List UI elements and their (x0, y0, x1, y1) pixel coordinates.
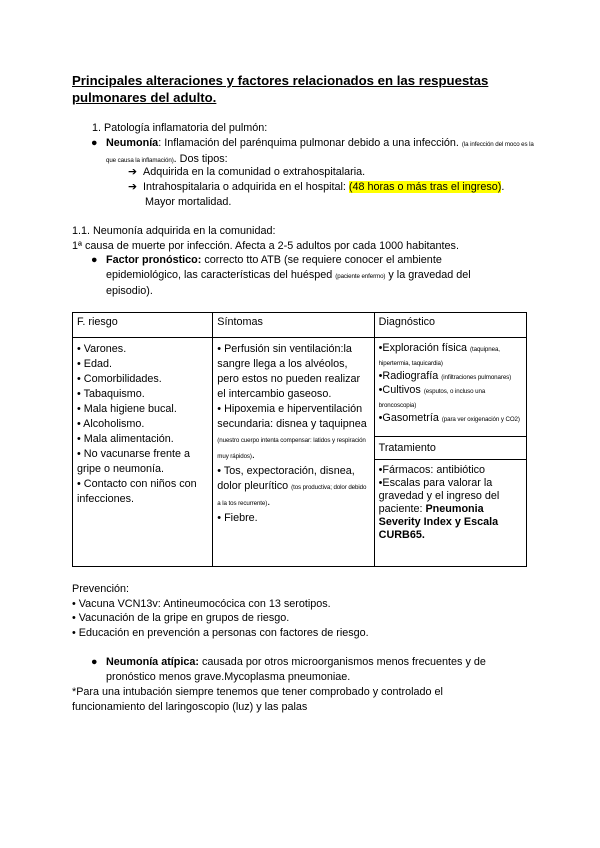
diagnostico-3 (379, 384, 522, 412)
factor-line-1: correcto tto ATB (se requiere conocer el ambiente (201, 254, 442, 266)
sintoma-2 (217, 402, 369, 464)
sintoma-4: • Fiebre. (217, 512, 258, 524)
diagnostico-2 (379, 370, 522, 384)
neumonia-sub-2-highlight: (48 horas o más tras el ingreso) (348, 181, 502, 193)
factor-line-2-post: y la gravedad del (385, 269, 471, 281)
diagnostico-2-small: (infiltraciones pulmonares) (441, 374, 512, 381)
riesgo-item: • No vacunarse frente a gripe o neumonía. (77, 448, 191, 475)
pneumonia-table (72, 312, 527, 567)
atipica-label: Neumonía atípica: (106, 656, 199, 668)
arrow-icon: ➔ (128, 166, 138, 178)
riesgo-cell (73, 338, 213, 567)
sintoma-3-text: • Tos, expectoración, disnea, dolor pleurítico (217, 465, 355, 492)
riesgo-item: • Contacto con niños con infecciones. (77, 478, 197, 505)
prevencion-item: • Educación en prevención a personas con factores de riesgo. (72, 627, 369, 639)
factor-label: Factor pronóstico: (106, 254, 202, 266)
sintoma-2-small: (nuestro cuerpo intenta compensar: latidos y respiración muy rápidos) (217, 437, 366, 460)
factor-line-3: episodio). (106, 285, 153, 297)
diagnostico-1-text: •Exploración física (378, 342, 468, 354)
sintoma-3-end: . (267, 496, 271, 508)
diagnostico-3-small: (esputos, o incluso una broncoscopia) (378, 388, 486, 409)
tratamiento-1: •Fármacos: antibiótico (378, 464, 486, 476)
neumonia-small-note: (la infección del moco es la que causa la inflamación) (106, 141, 534, 164)
factor-line-2-pre: epidemiológico, las características del huésped (106, 269, 336, 281)
neumonia-bullet: ● Neumonía: Inflamación del parénquima pulmonar debido a una infección. (la infección del moco es la que causa la inflamación). Dos tipos: (91, 137, 534, 165)
atipica-bullet: ● Neumonía atípica: causada por otros microorganismos menos frecuentes y de pronóstico menos grave.Mycoplasma pneumoniae. (94, 655, 534, 685)
neumonia-sub-2-line-2: Mayor mortalidad. (145, 196, 232, 208)
riesgo-item: • Alcoholismo. (77, 418, 145, 430)
prevencion-item: • Vacuna VCN13v: Antineumocócica con 13 serotipos. (72, 598, 331, 610)
riesgo-item: • Comorbilidades. (77, 373, 162, 385)
factor-line-2-small: (paciente enfermo) (335, 273, 386, 280)
neumonia-sub-2 (128, 180, 528, 195)
neumonia-label: Neumonía (106, 137, 159, 149)
atipica-line-2: pronóstico menos grave.Mycoplasma pneumoniae. (106, 671, 351, 683)
list-item-1: 1. Patología inflamatoria del pulmón: (92, 122, 268, 134)
neumonia-text: : Inflamación del parénquima pulmonar debido a una infección. (158, 137, 459, 149)
diagnostico-1 (379, 342, 522, 370)
neumonia-tail: . Dos tipos: (173, 153, 228, 165)
intubacion-line-2: funcionamiento del laringoscopio (luz) y las palas (72, 701, 308, 713)
factor-bullet: ● Factor pronóstico: correcto tto ATB (se requiere conocer el ambiente epidemiológico, las características del huésped (paciente enfermo) y la gravedad del episodio). (94, 253, 534, 299)
diagnostico-4-text: •Gasometría (378, 412, 439, 424)
diagnostico-3-text: •Cultivos (378, 384, 421, 396)
riesgo-item: • Edad. (77, 358, 112, 370)
sintoma-1: • Perfusión sin ventilación:la sangre llega a los alvéolos, pero estos no pueden realizar el intercambio gaseoso. (217, 343, 361, 400)
diagnostico-1-small: (taquipnea, hipertermia, taquicardia) (378, 346, 500, 367)
prevencion-title: Prevención: (72, 583, 130, 595)
tratamiento-cell (374, 460, 526, 567)
neumonia-sub-1-text: Adquirida en la comunidad o extrahospitalaria. (143, 166, 366, 178)
table-header-sintomas: Síntomas (213, 313, 374, 338)
table-header-diagnostico: Diagnóstico (374, 313, 526, 338)
tratamiento-2-text: •Escalas para valorar la gravedad y el ingreso del paciente: (378, 477, 500, 515)
sintoma-3-small: (tos productiva; dolor debido a la tos recurrente) (217, 484, 367, 507)
section-1-1: 1.1. Neumonía adquirida en la comunidad: (72, 225, 276, 237)
neumonia-sub-1 (128, 165, 365, 180)
tratamiento-2 (379, 477, 522, 542)
sintoma-3 (217, 464, 369, 511)
intubacion-line-1: *Para una intubación siempre tenemos que tener comprobado y controlado el (72, 686, 443, 698)
neumonia-sub-2-post: . (501, 181, 505, 193)
page-title: Principales alteraciones y factores relacionados en las respuestas pulmonares del adulto. (72, 73, 489, 105)
riesgo-item: • Varones. (77, 343, 127, 355)
riesgo-item: • Mala alimentación. (77, 433, 174, 445)
table-header-riesgo: F. riesgo (73, 313, 213, 338)
sintomas-cell (213, 338, 374, 567)
riesgo-item: • Tabaquismo. (77, 388, 145, 400)
riesgo-item: • Mala higiene bucal. (77, 403, 177, 415)
prevencion-item: • Vacunación de la gripe en grupos de riesgo. (72, 612, 290, 624)
sintoma-2-end: . (251, 449, 255, 461)
atipica-line-1: causada por otros microorganismos menos frecuentes y de (199, 656, 486, 668)
neumonia-sub-2-pre: Intrahospitalaria o adquirida en el hospital: (143, 181, 346, 193)
tratamiento-header: Tratamiento (374, 437, 526, 460)
first-cause: 1ª causa de muerte por infección. Afecta a 2-5 adultos por cada 1000 habitantes. (72, 240, 459, 252)
arrow-icon: ➔ (128, 181, 138, 193)
diagnostico-2-text: •Radiografía (378, 370, 439, 382)
sintoma-2-text: • Hipoxemia e hiperventilación secundaria: disnea y taquipnea (217, 403, 367, 430)
diagnostico-4 (379, 412, 522, 426)
diagnostico-cell (374, 338, 526, 437)
tratamiento-2-bold: Pneumonia Severity Index y Escala CURB65. (378, 503, 499, 541)
diagnostico-4-small: (para ver oxigenación y CO2) (441, 416, 520, 423)
